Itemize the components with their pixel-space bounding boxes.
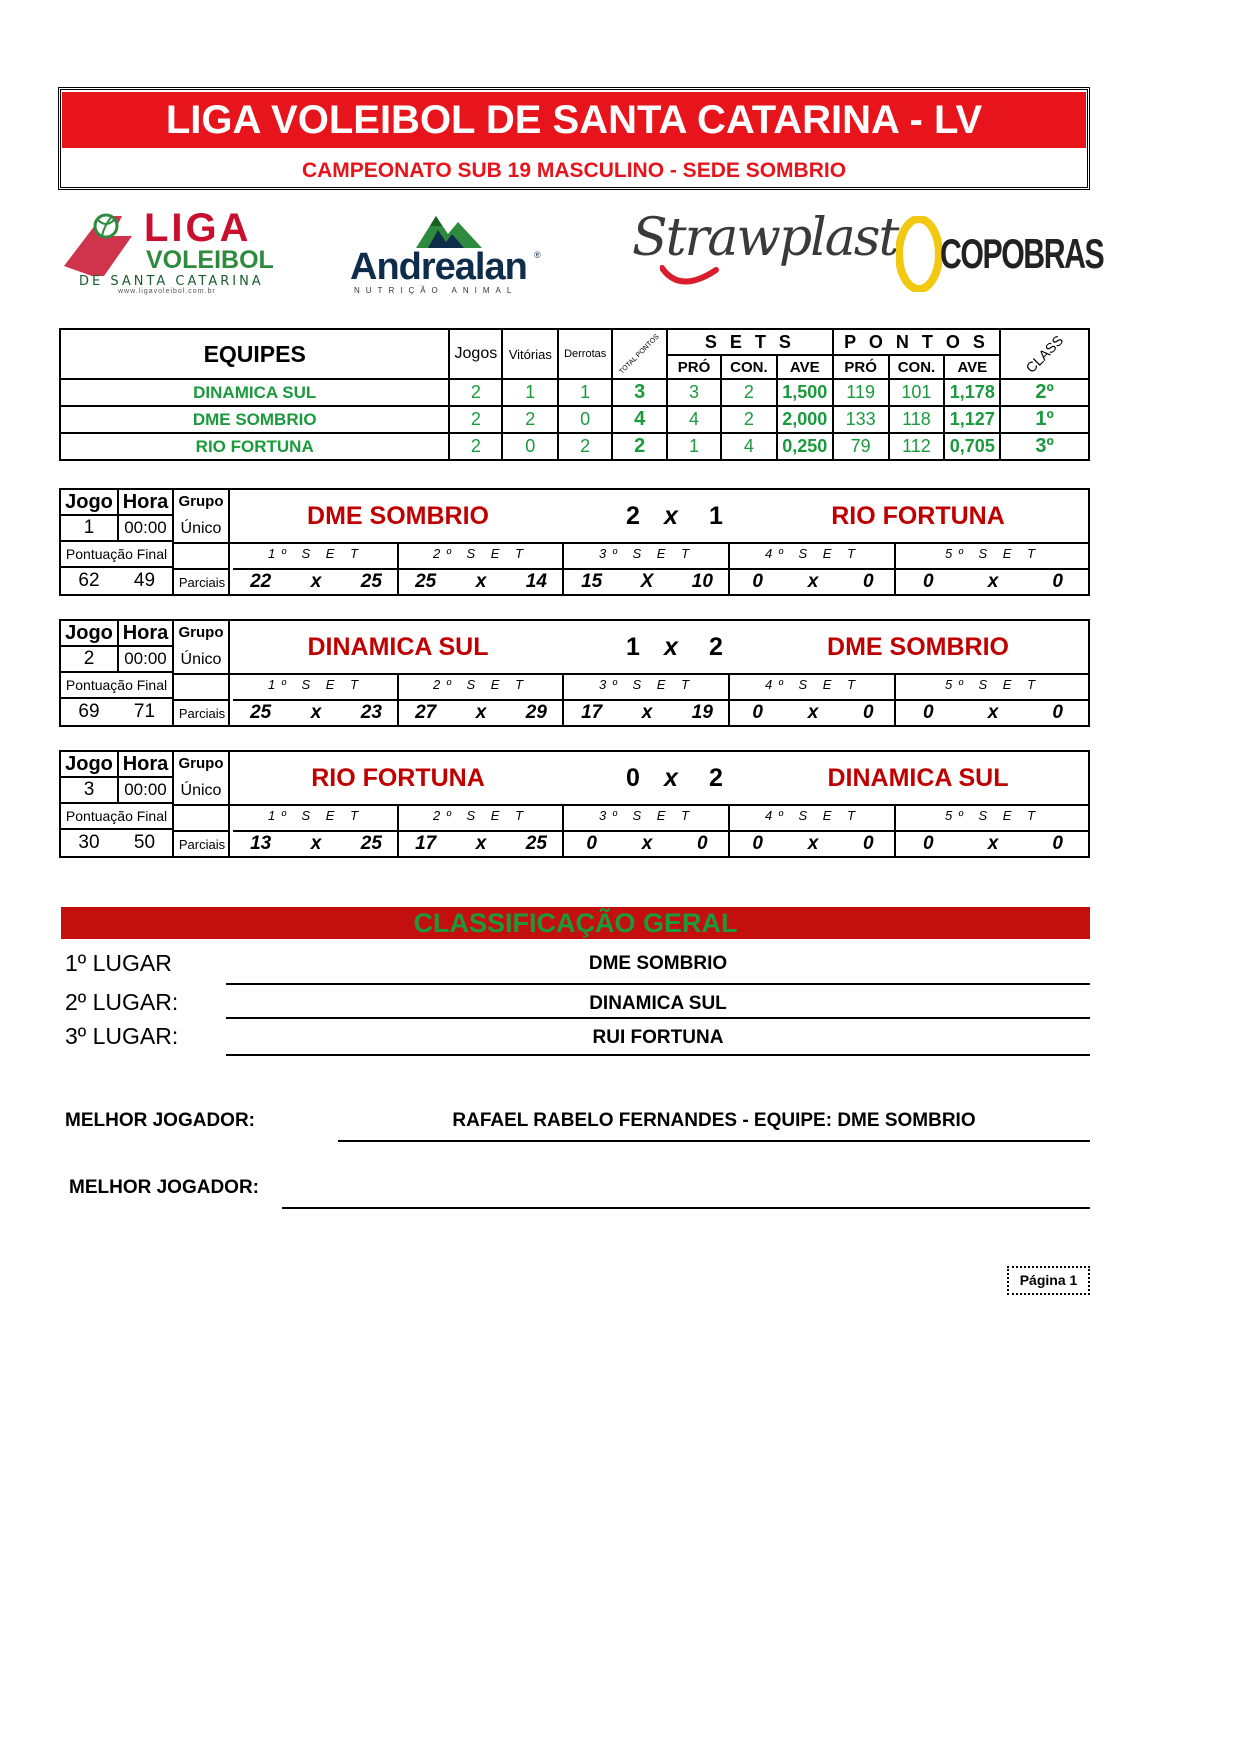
team-name: DME SOMBRIO (60, 406, 449, 433)
set-header: 3º S E T (598, 677, 696, 692)
set-header: 5º S E T (944, 546, 1042, 561)
copobras-logo-text: COPOBRAS (940, 230, 1104, 277)
class-cell: 1º (1000, 406, 1089, 433)
mountain-icon (414, 208, 484, 250)
match-card (59, 619, 1090, 727)
pts-pro-cell: 133 (833, 406, 889, 433)
col-header-equipes: EQUIPES (60, 329, 449, 379)
set-header: 3º S E T (598, 546, 696, 561)
set-header: 5º S E T (944, 677, 1042, 692)
set-separator: x (475, 833, 487, 854)
col-header-sets-con: CON. (721, 355, 777, 379)
class-cell: 3º (1000, 433, 1089, 460)
sets-pro-cell: 1 (667, 433, 721, 460)
sets-ave-cell: 1,500 (777, 379, 833, 406)
set-score-a: 0 (923, 702, 934, 723)
hora-label: Hora (119, 752, 174, 778)
sets-ave-cell: 0,250 (777, 433, 833, 460)
set-score-a: 27 (415, 702, 437, 723)
underline (282, 1207, 1090, 1209)
team-a-name: RIO FORTUNA (311, 764, 485, 792)
underline (226, 983, 1090, 985)
col-header-pontos: P O N T O S (833, 329, 1001, 355)
sets-pro-cell: 4 (667, 406, 721, 433)
match-card (59, 488, 1090, 596)
place-team-1: DME SOMBRIO (588, 953, 728, 974)
parciais-label: Parciais (174, 699, 230, 725)
set-separator: x (475, 571, 487, 592)
sets-ave-cell: 2,000 (777, 406, 833, 433)
jogo-label: Jogo (61, 752, 119, 778)
set-score-a: 17 (415, 833, 437, 854)
hora-value: 00:00 (119, 778, 174, 804)
set-separator: x (807, 833, 819, 854)
set-score-a: 0 (923, 833, 934, 854)
set-score-b: 10 (691, 571, 713, 592)
hora-label: Hora (119, 490, 174, 516)
set-score-a: 25 (250, 702, 272, 723)
set-score-a: 22 (250, 571, 272, 592)
jogos-cell: 2 (449, 379, 502, 406)
place-team-3: RUI FORTUNA (592, 1027, 724, 1048)
classification-title: CLASSIFICAÇÃO GERAL (61, 907, 1090, 939)
registered-icon: ® (534, 250, 541, 260)
place-label-2: 2º LUGAR: (65, 989, 179, 1015)
derrotas-cell: 2 (558, 433, 612, 460)
col-header-pts-con: CON. (889, 355, 945, 379)
set-score-b: 14 (525, 571, 547, 592)
set-score-a: 0 (586, 833, 597, 854)
col-header-class-text: CLASS (1022, 332, 1067, 376)
best-player-label-2: MELHOR JOGADOR: (69, 1177, 259, 1198)
andrealan-logo-text: Andrealan (350, 246, 527, 288)
sets-con-cell: 2 (721, 406, 777, 433)
parciais-label: Parciais (174, 568, 230, 594)
pts-ave-cell: 1,178 (944, 379, 1000, 406)
hora-value: 00:00 (119, 647, 174, 673)
set-score-b: 0 (697, 833, 708, 854)
set-header: 4º S E T (764, 808, 862, 823)
col-header-sets-ave: AVE (777, 355, 833, 379)
page-subtitle: CAMPEONATO SUB 19 MASCULINO - SEDE SOMBRIO (301, 159, 847, 182)
final-score-b: 71 (117, 699, 174, 725)
team-name: RIO FORTUNA (60, 433, 449, 460)
set-separator: x (807, 571, 819, 592)
pts-con-cell: 118 (889, 406, 945, 433)
final-score-a: 62 (78, 570, 100, 591)
col-header-jogos: Jogos (449, 329, 502, 379)
pontuacao-label: Pontuação Final (61, 542, 174, 568)
derrotas-cell: 1 (558, 379, 612, 406)
table-row (60, 433, 1089, 460)
set-score-a: 17 (581, 702, 603, 723)
liga-voleibol-logo (62, 206, 284, 298)
team-b-name: DINAMICA SUL (827, 764, 1009, 792)
underline (226, 1017, 1090, 1019)
total-cell: 3 (612, 379, 667, 406)
col-header-pts-pro: PRÓ (833, 355, 889, 379)
jogos-cell: 2 (449, 433, 502, 460)
copobras-o-icon (896, 216, 942, 292)
set-score-a: 0 (752, 571, 763, 592)
set-score-a: 13 (250, 833, 272, 854)
team-a-name: DINAMICA SUL (307, 633, 489, 661)
grupo-label: Grupo (174, 490, 230, 516)
set-score-a: 0 (923, 571, 934, 592)
pts-ave-cell: 1,127 (944, 406, 1000, 433)
andrealan-logo (350, 206, 546, 294)
underline (226, 1054, 1090, 1056)
pts-pro-cell: 79 (833, 433, 889, 460)
place-team-2: DINAMICA SUL (589, 993, 727, 1014)
set-score-b: 0 (1052, 571, 1063, 592)
set-score-a: 0 (752, 833, 763, 854)
jogo-number: 3 (61, 778, 119, 804)
score-separator: x (664, 502, 678, 530)
col-header-pts-ave: AVE (944, 355, 1000, 379)
jogos-cell: 2 (449, 406, 502, 433)
liga-logo-url: www.ligavoleibol.com.br (118, 288, 216, 295)
team-a-name: DME SOMBRIO (307, 502, 489, 530)
set-score-b: 0 (1052, 702, 1063, 723)
total-cell: 4 (612, 406, 667, 433)
col-header-total (612, 329, 667, 379)
sets-con-cell: 4 (721, 433, 777, 460)
hora-label: Hora (119, 621, 174, 647)
set-score-b: 25 (360, 571, 382, 592)
standings-table (59, 328, 1090, 461)
strawplast-logo-text: Strawplast (632, 208, 898, 268)
jogo-label: Jogo (61, 490, 119, 516)
pts-con-cell: 101 (889, 379, 945, 406)
score-b: 1 (709, 502, 723, 530)
pts-pro-cell: 119 (833, 379, 889, 406)
set-separator: x (987, 833, 999, 854)
set-header: 4º S E T (764, 546, 862, 561)
set-score-b: 0 (863, 702, 874, 723)
set-score-a: 25 (415, 571, 437, 592)
team-name: DINAMICA SUL (60, 379, 449, 406)
set-score-a: 15 (581, 571, 603, 592)
set-separator: x (310, 571, 322, 592)
set-header: 2º S E T (432, 546, 530, 561)
team-b-name: RIO FORTUNA (831, 502, 1005, 530)
score-separator: x (664, 633, 678, 661)
jogo-label: Jogo (61, 621, 119, 647)
table-row (60, 379, 1089, 406)
table-row (60, 406, 1089, 433)
set-header: 1º S E T (267, 546, 365, 561)
col-header-sets: S E T S (667, 329, 833, 355)
best-player-value-1: RAFAEL RABELO FERNANDES - EQUIPE: DME SOMBRIO (452, 1110, 976, 1131)
set-score-b: 19 (691, 702, 713, 723)
underline (338, 1140, 1090, 1142)
hora-value: 00:00 (119, 516, 174, 542)
liga-logo-text: LIGA (144, 206, 252, 250)
final-score-a: 30 (78, 832, 100, 853)
score-b: 2 (709, 764, 723, 792)
final-score-b: 49 (117, 568, 174, 594)
jogo-number: 2 (61, 647, 119, 673)
sets-pro-cell: 3 (667, 379, 721, 406)
place-label-3: 3º LUGAR: (65, 1023, 179, 1049)
col-header-class (1000, 329, 1089, 379)
strawplast-logo (632, 200, 898, 298)
set-score-b: 23 (360, 702, 382, 723)
copobras-logo (896, 214, 1104, 296)
set-header: 2º S E T (432, 808, 530, 823)
page-number: Página 1 (1007, 1266, 1090, 1295)
set-separator: x (475, 702, 487, 723)
jogo-number: 1 (61, 516, 119, 542)
vitorias-cell: 0 (502, 433, 558, 460)
vitorias-cell: 2 (502, 406, 558, 433)
vitorias-cell: 1 (502, 379, 558, 406)
set-separator: X (640, 571, 654, 592)
set-score-b: 0 (1052, 833, 1063, 854)
sets-con-cell: 2 (721, 379, 777, 406)
set-header: 3º S E T (598, 808, 696, 823)
liga-logo-text-3: DE SANTA CATARINA (79, 274, 264, 289)
grupo-label: Grupo (174, 621, 230, 647)
match-card (59, 750, 1090, 858)
pontuacao-label: Pontuação Final (61, 804, 174, 830)
set-header: 5º S E T (944, 808, 1042, 823)
set-score-b: 25 (525, 833, 547, 854)
score-a: 1 (626, 633, 640, 661)
set-separator: x (641, 833, 653, 854)
derrotas-cell: 0 (558, 406, 612, 433)
page-title: LIGA VOLEIBOL DE SANTA CATARINA - LV (62, 92, 1086, 148)
best-player-label-1: MELHOR JOGADOR: (65, 1110, 255, 1131)
final-score-a: 69 (78, 701, 100, 722)
class-cell: 2º (1000, 379, 1089, 406)
team-b-name: DME SOMBRIO (827, 633, 1009, 661)
total-cell: 2 (612, 433, 667, 460)
set-separator: x (987, 571, 999, 592)
swoosh-icon (660, 264, 720, 294)
set-separator: x (641, 702, 653, 723)
grupo-value: Único (174, 516, 230, 544)
set-score-b: 29 (525, 702, 547, 723)
final-score-b: 50 (117, 830, 174, 856)
grupo-label: Grupo (174, 752, 230, 778)
col-header-derrotas: Derrotas (558, 329, 612, 379)
set-separator: x (310, 702, 322, 723)
score-a: 2 (626, 502, 640, 530)
grupo-value: Único (174, 778, 230, 806)
grupo-value: Único (174, 647, 230, 675)
liga-logo-text-2: VOLEIBOL (146, 246, 274, 274)
set-separator: x (807, 702, 819, 723)
col-header-vitorias: Vitórias (502, 329, 558, 379)
set-score-a: 0 (752, 702, 763, 723)
pts-ave-cell: 0,705 (944, 433, 1000, 460)
set-score-b: 0 (863, 571, 874, 592)
score-separator: x (664, 764, 678, 792)
pontuacao-label: Pontuação Final (61, 673, 174, 699)
set-separator: x (987, 702, 999, 723)
andrealan-logo-tag: NUTRIÇÃO ANIMAL (354, 286, 518, 295)
set-score-b: 0 (863, 833, 874, 854)
pts-con-cell: 112 (889, 433, 945, 460)
score-a: 0 (626, 764, 640, 792)
score-b: 2 (709, 633, 723, 661)
set-header: 1º S E T (267, 808, 365, 823)
place-label-1: 1º LUGAR (65, 950, 172, 976)
set-header: 4º S E T (764, 677, 862, 692)
set-header: 1º S E T (267, 677, 365, 692)
set-header: 2º S E T (432, 677, 530, 692)
col-header-total-text: TOTAL PONTOS (618, 332, 661, 376)
parciais-label: Parciais (174, 830, 230, 856)
col-header-sets-pro: PRÓ (667, 355, 721, 379)
set-score-b: 25 (360, 833, 382, 854)
set-separator: x (310, 833, 322, 854)
